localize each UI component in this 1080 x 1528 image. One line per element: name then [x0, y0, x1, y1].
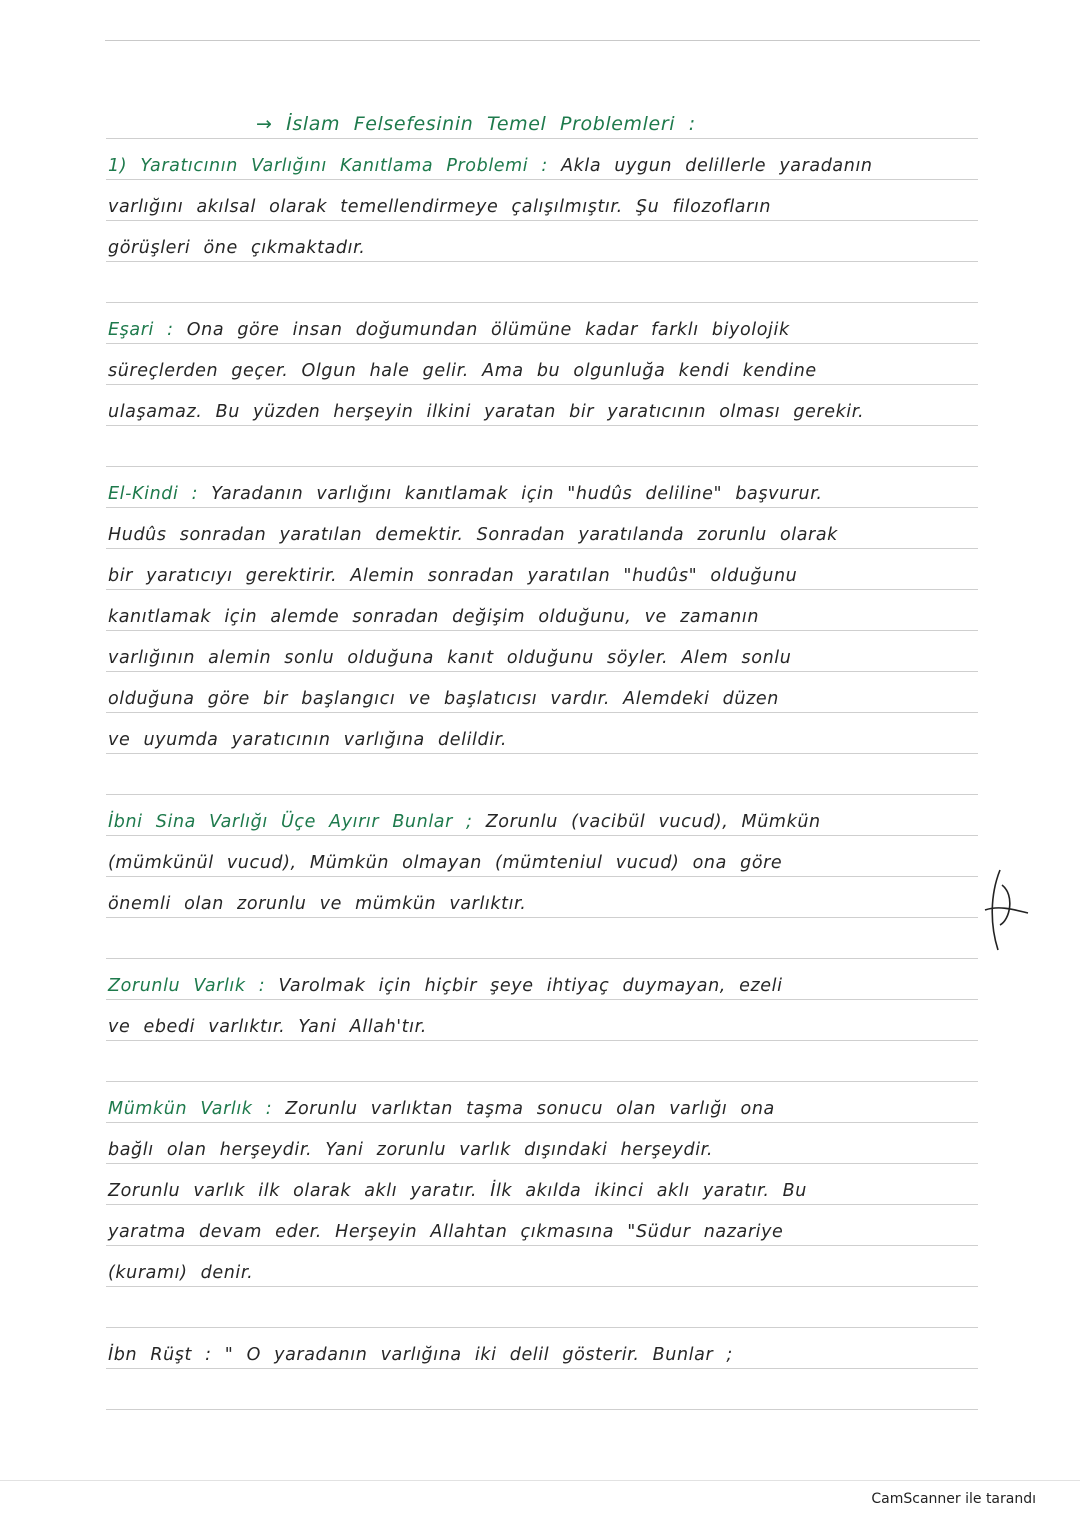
line-text	[108, 1099, 775, 1119]
blank-ruled-line	[106, 1287, 978, 1328]
text-line	[106, 139, 978, 180]
line-text	[108, 402, 864, 422]
body-text: olduğuna göre bir başlangıcı ve başlatıcısı vardır. Alemdeki düzen	[108, 689, 779, 709]
body-text: (mümkünül vucud), Mümkün olmayan (mümteniul vucud) ona göre	[108, 853, 783, 873]
text-line	[106, 795, 978, 836]
section-heading: Mümkün Varlık :	[108, 1099, 286, 1119]
text-line	[106, 549, 978, 590]
text-line	[106, 303, 978, 344]
line-text	[108, 525, 838, 545]
page-edge	[0, 1480, 1080, 1481]
text-line	[106, 1000, 978, 1041]
section-heading: Eşari :	[108, 320, 187, 340]
blank-ruled-line	[106, 754, 978, 795]
text-line	[106, 877, 978, 918]
body-text: Ona göre insan doğumundan ölümüne kadar farklı biyolojik	[186, 320, 790, 340]
notebook-page	[106, 98, 978, 1410]
line-text	[108, 648, 791, 668]
line-text	[108, 976, 783, 996]
text-line	[106, 508, 978, 549]
line-text	[108, 607, 759, 627]
text-line	[106, 1246, 978, 1287]
line-text	[108, 1222, 783, 1242]
blank-ruled-line	[106, 1369, 978, 1410]
margin-mark-icon	[980, 865, 1030, 955]
body-text: Varolmak için hiçbir şeye ihtiyaç duymayan, ezeli	[278, 976, 783, 996]
body-text: bir yaratıcıyı gerektirir. Alemin sonradan yaratılan "hudûs" olduğunu	[108, 566, 798, 586]
page-title: → İslam Felsefesinin Temel Problemleri :	[256, 113, 696, 135]
line-text	[108, 156, 873, 176]
line-text	[108, 320, 790, 340]
line-text	[108, 1263, 253, 1283]
section-heading: Zorunlu Varlık :	[108, 976, 279, 996]
body-text: Hudûs sonradan yaratılan demektir. Sonradan yaratılanda zorunlu olarak	[108, 525, 838, 545]
text-line	[106, 385, 978, 426]
text-line	[106, 672, 978, 713]
body-text: Akla uygun delillerle yaradanın	[561, 156, 873, 176]
body-text: (kuramı) denir.	[108, 1263, 254, 1283]
line-text	[108, 689, 779, 709]
line-text	[108, 361, 817, 381]
blank-ruled-line	[106, 426, 978, 467]
body-text: önemli olan zorunlu ve mümkün varlıktır.	[108, 894, 527, 914]
text-line	[106, 1164, 978, 1205]
section-heading: İbni Sina Varlığı Üçe Ayırır Bunlar ;	[108, 812, 486, 832]
body-text: Zorunlu varlık ilk olarak aklı yaratır. İlk akılda ikinci aklı yaratır. Bu	[108, 1181, 807, 1201]
text-line	[106, 836, 978, 877]
line-text	[108, 1017, 427, 1037]
blank-ruled-line	[106, 262, 978, 303]
body-text: kanıtlamak için alemde sonradan değişim olduğunu, ve zamanın	[108, 607, 760, 627]
line-text	[108, 1181, 807, 1201]
text-line	[106, 713, 978, 754]
line-text	[108, 238, 365, 258]
body-text: görüşleri öne çıkmaktadır.	[108, 238, 366, 258]
text-line	[106, 344, 978, 385]
body-text: İbn Rüşt : " O yaradanın varlığına iki delil gösterir. Bunlar ;	[108, 1345, 733, 1365]
text-line	[106, 590, 978, 631]
line-text	[108, 1140, 713, 1160]
scanner-footer: CamScanner ile tarandı	[871, 1491, 1036, 1507]
text-line	[106, 631, 978, 672]
text-line	[106, 180, 978, 221]
text-line	[106, 959, 978, 1000]
body-text: süreçlerden geçer. Olgun hale gelir. Ama bu olgunluğa kendi kendine	[108, 361, 817, 381]
text-line	[106, 1082, 978, 1123]
title-line	[106, 98, 978, 139]
body-text: yaratma devam eder. Herşeyin Allahtan çıkmasına "Südur nazariye	[108, 1222, 784, 1242]
line-text	[108, 566, 797, 586]
line-text	[108, 730, 507, 750]
line-text	[108, 1345, 733, 1365]
text-line	[106, 1328, 978, 1369]
body-text: Zorunlu varlıktan taşma sonucu olan varlığı ona	[285, 1099, 775, 1119]
blank-ruled-line	[106, 918, 978, 959]
text-line	[106, 221, 978, 262]
section-heading: El-Kindi :	[108, 484, 212, 504]
line-text	[108, 853, 782, 873]
text-line	[106, 1123, 978, 1164]
body-text: varlığını akılsal olarak temellendirmeye çalışılmıştır. Şu filozofların	[108, 197, 772, 217]
body-text: Zorunlu (vacibül vucud), Mümkün	[485, 812, 821, 832]
body-text: varlığının alemin sonlu olduğuna kanıt olduğunu söyler. Alem sonlu	[108, 648, 792, 668]
body-text: ve uyumda yaratıcının varlığına delildir.	[108, 730, 508, 750]
body-text: ve ebedi varlıktır. Yani Allah'tır.	[108, 1017, 427, 1037]
text-line	[106, 1205, 978, 1246]
section-heading: 1) Yaratıcının Varlığını Kanıtlama Problemi :	[108, 156, 562, 176]
text-line	[106, 467, 978, 508]
line-text	[108, 484, 823, 504]
ruled-line	[105, 40, 980, 41]
body-text: bağlı olan herşeydir. Yani zorunlu varlık dışındaki herşeydir.	[108, 1140, 714, 1160]
line-text	[108, 812, 821, 832]
body-text: ulaşamaz. Bu yüzden herşeyin ilkini yaratan bir yaratıcının olması gerekir.	[108, 402, 865, 422]
line-text	[108, 894, 526, 914]
body-text: Yaradanın varlığını kanıtlamak için "hudûs deliline" başvurur.	[211, 484, 823, 504]
line-text	[108, 197, 771, 217]
blank-ruled-line	[106, 1041, 978, 1082]
